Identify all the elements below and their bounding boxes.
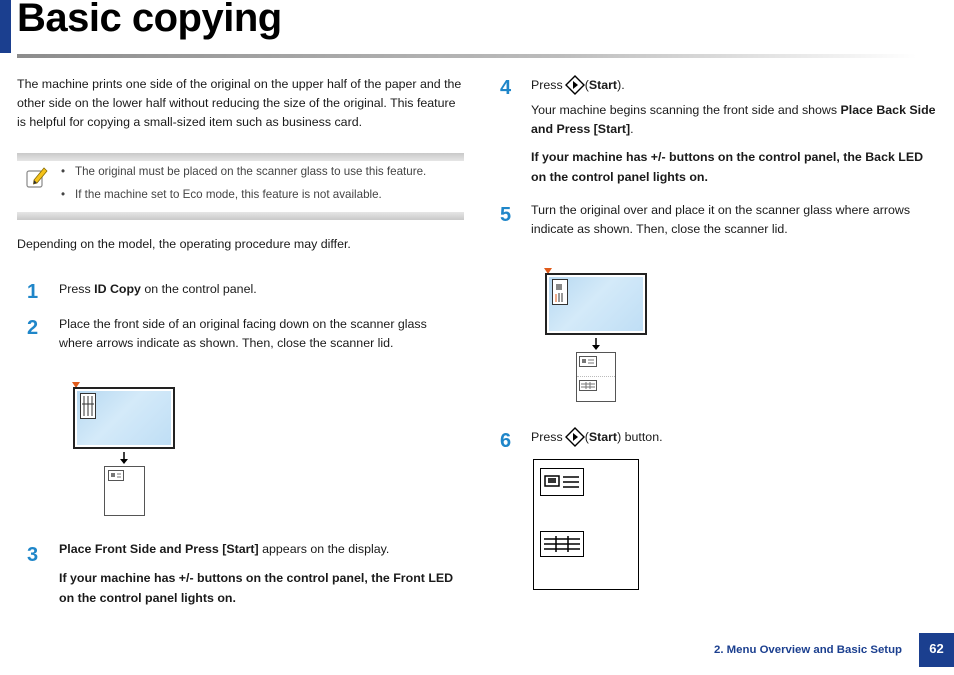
start-diamond-icon xyxy=(565,75,585,95)
scanner-glass-illustration xyxy=(545,273,647,335)
step-number: 4 xyxy=(500,77,512,99)
note-pencil-icon xyxy=(25,165,49,189)
copied-front-icon xyxy=(579,356,597,367)
title-accent-bar xyxy=(0,0,11,53)
output-paper-illustration xyxy=(104,466,145,516)
start-diamond-icon xyxy=(565,427,585,447)
copied-front-icon xyxy=(540,468,584,496)
printed-copy-illustration xyxy=(533,459,639,590)
title-rule xyxy=(17,54,917,58)
step-6-text: Press ( Start ) button. xyxy=(531,427,663,447)
note-item: • The original must be placed on the scanner glass to use this feature. xyxy=(75,165,426,178)
note-box xyxy=(17,153,464,220)
down-arrow-icon xyxy=(118,452,130,464)
copied-front-icon xyxy=(108,470,124,481)
down-arrow-icon xyxy=(590,338,602,350)
footer-section-title: 2. Menu Overview and Basic Setup xyxy=(714,644,903,656)
step-1-text: Press ID Copy on the control panel. xyxy=(59,282,257,296)
copied-back-icon xyxy=(579,380,597,391)
id-card-front-icon xyxy=(80,393,96,419)
note-item: • If the machine set to Eco mode, this feature is not available. xyxy=(75,188,382,201)
step-2-text: Place the front side of an original facing down on the scanner glass where arrows indicate as shown. Then, close the scanner lid. xyxy=(59,317,427,350)
step-number: 5 xyxy=(500,204,512,226)
step-5-text: Turn the original over and place it on the scanner glass where arrows indicate as shown. Then, close the scanner lid. xyxy=(531,203,911,236)
id-card-back-icon xyxy=(552,279,568,305)
step-3-text: Place Front Side and Press [Start] appears on the display. xyxy=(59,542,390,556)
output-paper-illustration xyxy=(576,352,616,402)
page-title: Basic copying xyxy=(17,0,282,40)
step-4-note: If your machine has +/- buttons on the control panel, the Back LED on the control panel lights on. xyxy=(531,150,924,184)
step-3-note: If your machine has +/- buttons on the control panel, the Front LED on the control panel lights on. xyxy=(59,571,454,605)
intro-paragraph: The machine prints one side of the original on the upper half of the paper and the other side on the lower half without reducing the size of the original. This feature is helpful for copying a small-sized item such as business card. xyxy=(17,77,462,129)
step-4-detail: Your machine begins scanning the front side and shows Place Back Side and Press [Start]. xyxy=(531,103,936,136)
procedure-note: Depending on the model, the operating procedure may differ. xyxy=(17,237,351,251)
step-number: 2 xyxy=(27,317,39,339)
page-number: 62 xyxy=(919,633,954,667)
step-4-text: Press ( Start ). xyxy=(531,75,625,95)
step-number: 3 xyxy=(27,544,39,566)
copied-back-icon xyxy=(540,531,584,557)
step-number: 6 xyxy=(500,430,512,452)
step-number: 1 xyxy=(27,281,39,303)
scanner-glass-illustration xyxy=(73,387,175,449)
